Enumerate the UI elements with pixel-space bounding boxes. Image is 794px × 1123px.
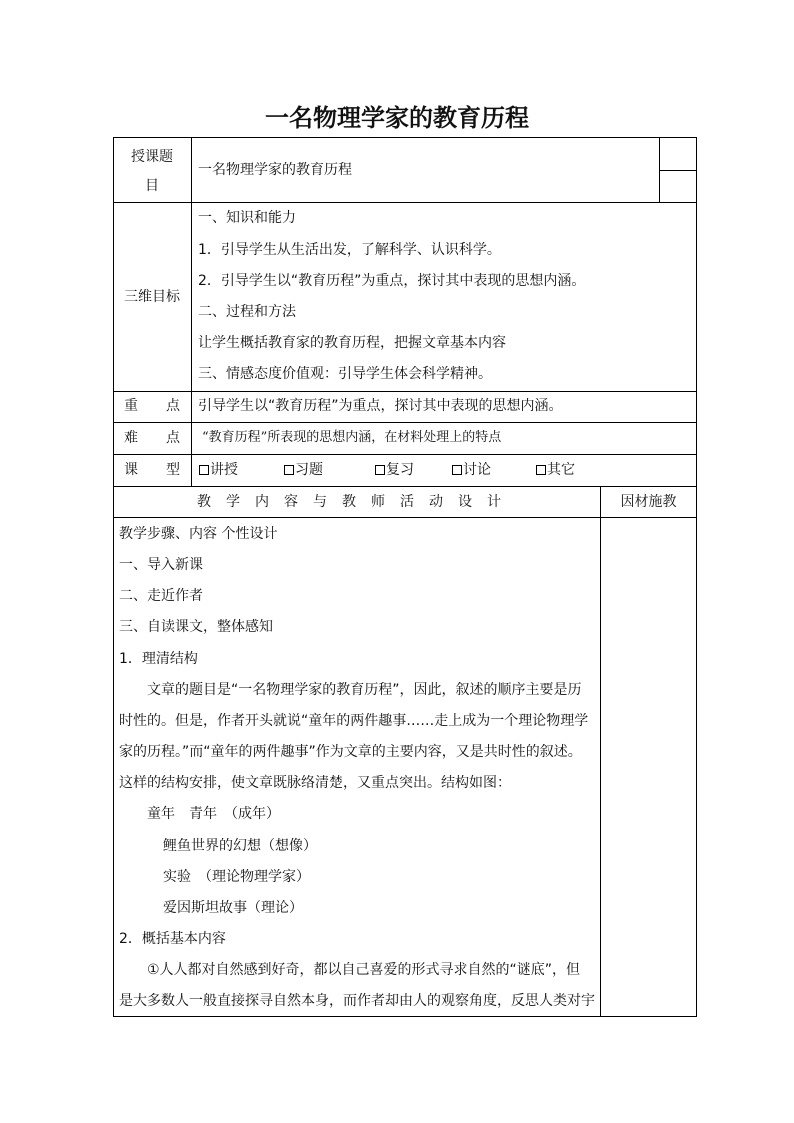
lesson-type-option-exercise[interactable]: 习题 — [284, 460, 323, 480]
body-line: 二、走近作者 — [119, 588, 203, 604]
lesson-type-option-other[interactable]: 其它 — [536, 460, 575, 480]
objective-line: 2．引导学生以“教育历程”为重点，探讨其中表现的思想内涵。 — [198, 273, 586, 289]
body-line: 时性的。但是，作者开头就说“童年的两件趣事……走上成为一个理论物理学 — [119, 713, 589, 729]
topic-label-line2: 目 — [145, 178, 159, 194]
key-point-value: 引导学生以“教育历程”为重点，探讨其中表现的思想内涵。 — [198, 398, 563, 414]
row-divider — [113, 202, 697, 203]
objectives-label: 三维目标 — [124, 289, 180, 305]
body-line: 这样的结构安排，使文章既脉络清楚，又重点突出。结构如图： — [119, 775, 511, 791]
objective-line: 一、知识和能力 — [198, 210, 296, 226]
body-line: 2．概括基本内容 — [119, 931, 226, 947]
lesson-type-option-discussion[interactable]: 讨论 — [452, 460, 491, 480]
structure-line: 童年 青年 （成年） — [147, 806, 280, 822]
checkbox-icon — [375, 465, 385, 475]
structure-line: 爱因斯坦故事（理论） — [163, 900, 303, 916]
body-line: 一、导入新课 — [119, 557, 203, 573]
topic-value: 一名物理学家的教育历程 — [198, 162, 352, 178]
checkbox-icon — [536, 465, 546, 475]
row-divider — [113, 422, 697, 423]
checkbox-icon — [284, 465, 294, 475]
page-title: 一名物理学家的教育历程 — [265, 104, 529, 132]
row-divider — [113, 454, 697, 455]
differentiation-header: 因材施教 — [620, 494, 677, 510]
lesson-type-option-lecture[interactable]: 讲授 — [199, 460, 238, 480]
lesson-type-option-review[interactable]: 复习 — [375, 460, 414, 480]
objective-line: 让学生概括教育家的教育历程，把握文章基本内容 — [198, 335, 506, 351]
body-line: 文章的题目是“一名物理学家的教育历程”，因此，叙述的顺序主要是历 — [147, 682, 582, 698]
objective-line: 三、情感态度价值观：引导学生体会科学精神。 — [198, 366, 492, 382]
difficulty-value: “教育历程”所表现的思想内涵，在材料处理上的特点 — [202, 430, 502, 445]
row-divider — [113, 391, 697, 392]
body-line: 1．理清结构 — [119, 651, 198, 667]
row-divider — [113, 517, 697, 518]
checkbox-icon — [452, 465, 462, 475]
topic-label-line1: 授课题 — [131, 149, 173, 165]
difficulty-label: 难 点 — [124, 430, 180, 446]
body-line: 家的历程。”而“童年的两件趣事”作为文章的主要内容，又是共时性的叙述。 — [119, 744, 582, 760]
topic-side-divider — [659, 170, 697, 171]
body-line: 三、自读课文，整体感知 — [119, 619, 273, 635]
structure-line: 鲤鱼世界的幻想（想像） — [163, 838, 317, 854]
body-line: 教学步骤、内容 个性设计 — [119, 526, 278, 542]
row-divider — [113, 486, 697, 487]
body-line: ①人人都对自然感到好奇，都以自己喜爱的形式寻求自然的“谜底”，但 — [147, 962, 581, 978]
body-line: 是大多数人一般直接探寻自然本身，而作者却由人的观察角度，反思人类对宇 — [119, 993, 595, 1009]
structure-line: 实验 （理论物理学家） — [163, 869, 310, 885]
objective-line: 1．引导学生从生活出发，了解科学、认识科学。 — [198, 242, 501, 258]
side-column-divider — [600, 486, 601, 1017]
checkbox-icon — [199, 465, 209, 475]
content-section-header: 教学内容与教师活动设计 — [197, 494, 516, 510]
key-point-label: 重 点 — [124, 398, 180, 414]
topic-side-column-divider — [659, 137, 660, 202]
objective-line: 二、过程和方法 — [198, 304, 296, 320]
lesson-type-label: 课 型 — [124, 462, 180, 478]
label-column-divider — [191, 137, 192, 486]
